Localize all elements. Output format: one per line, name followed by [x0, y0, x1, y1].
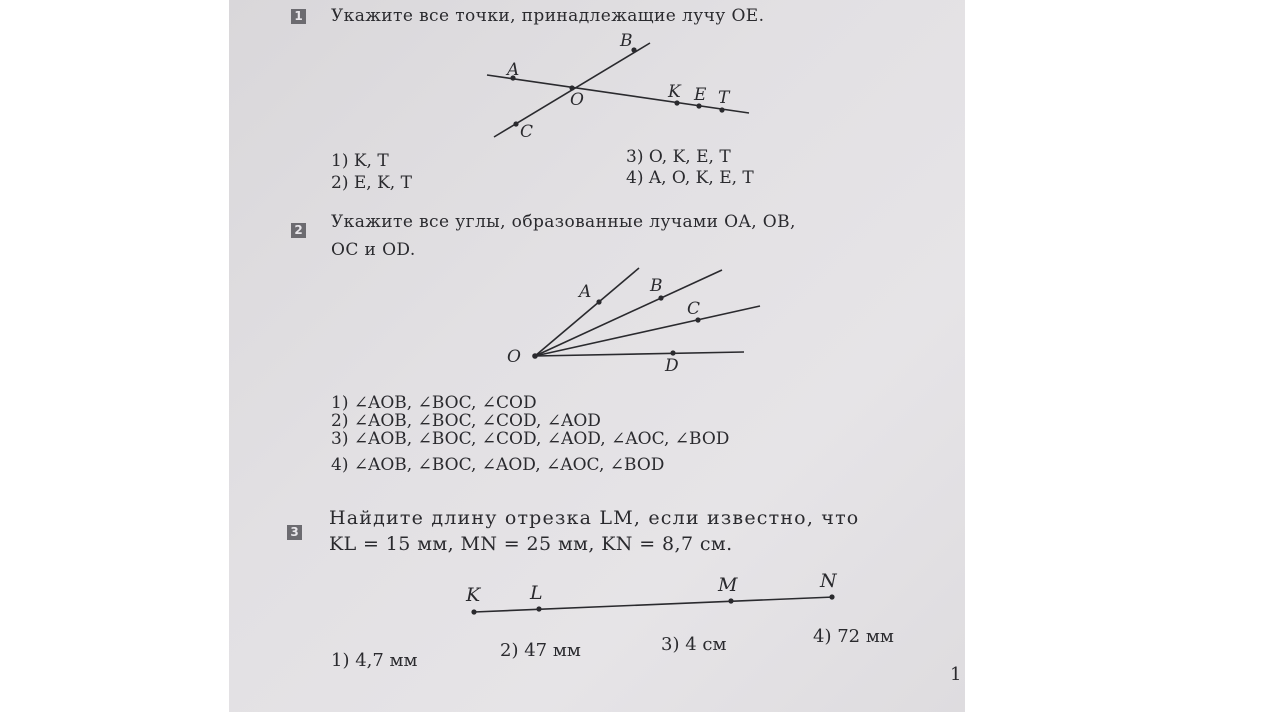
q3-option-2: 2) 47 мм [500, 640, 581, 661]
question-3-number: 3 [287, 525, 302, 540]
label-b-2: B [650, 276, 663, 296]
label-b: B [620, 31, 633, 51]
worksheet-page [229, 0, 965, 712]
question-1-text: Укажите все точки, принадлежащие лучу OE. [331, 6, 765, 26]
question-3-text-line2: KL = 15 мм, MN = 25 мм, KN = 8,7 см. [329, 533, 733, 555]
label-a: A [507, 60, 520, 80]
label-a-2: A [579, 282, 592, 302]
q3-option-4: 4) 72 мм [813, 626, 894, 647]
label-c-2: C [687, 299, 701, 319]
q2-option-3: 3) ∠AOB, ∠BOC, ∠COD, ∠AOD, ∠AOC, ∠BOD [331, 429, 730, 449]
question-3-diagram [229, 0, 965, 712]
question-2-number: 2 [291, 223, 306, 238]
q3-option-1: 1) 4,7 мм [331, 650, 418, 671]
question-2-text-line2: OC и OD. [331, 240, 416, 260]
label-n-3: N [820, 570, 837, 592]
label-o-2: O [507, 347, 521, 367]
question-3-text-line1: Найдите длину отрезка LM, если известно, что [329, 507, 860, 529]
q3-option-3: 3) 4 см [661, 634, 727, 655]
segment-kn [474, 597, 834, 612]
page-number: 1 [950, 664, 962, 685]
q2-option-1: 1) ∠AOB, ∠BOC, ∠COD [331, 393, 537, 413]
point-k-3 [471, 609, 476, 614]
label-o: O [570, 90, 584, 110]
q2-option-2: 2) ∠AOB, ∠BOC, ∠COD, ∠AOD [331, 411, 601, 431]
point-n-3 [829, 594, 834, 599]
label-c: C [520, 122, 534, 142]
q1-option-1: 1) K, T [331, 151, 389, 171]
q1-option-2: 2) E, K, T [331, 173, 412, 193]
label-e: E [694, 85, 707, 105]
label-t: T [718, 88, 730, 108]
q1-option-4: 4) A, O, K, E, T [626, 168, 754, 188]
label-d-2: D [665, 356, 679, 376]
label-k: K [668, 82, 681, 102]
point-m-3 [728, 598, 733, 603]
label-l-3: L [530, 582, 543, 604]
point-l-3 [536, 606, 541, 611]
label-k-3: K [466, 584, 481, 606]
label-m-3: M [718, 574, 738, 596]
q2-option-4: 4) ∠AOB, ∠BOC, ∠AOD, ∠AOC, ∠BOD [331, 455, 665, 475]
question-2-text-line1: Укажите все углы, образованные лучами OA, OB, [331, 212, 796, 232]
q1-option-3: 3) O, K, E, T [626, 147, 731, 167]
question-1-number: 1 [291, 9, 306, 24]
